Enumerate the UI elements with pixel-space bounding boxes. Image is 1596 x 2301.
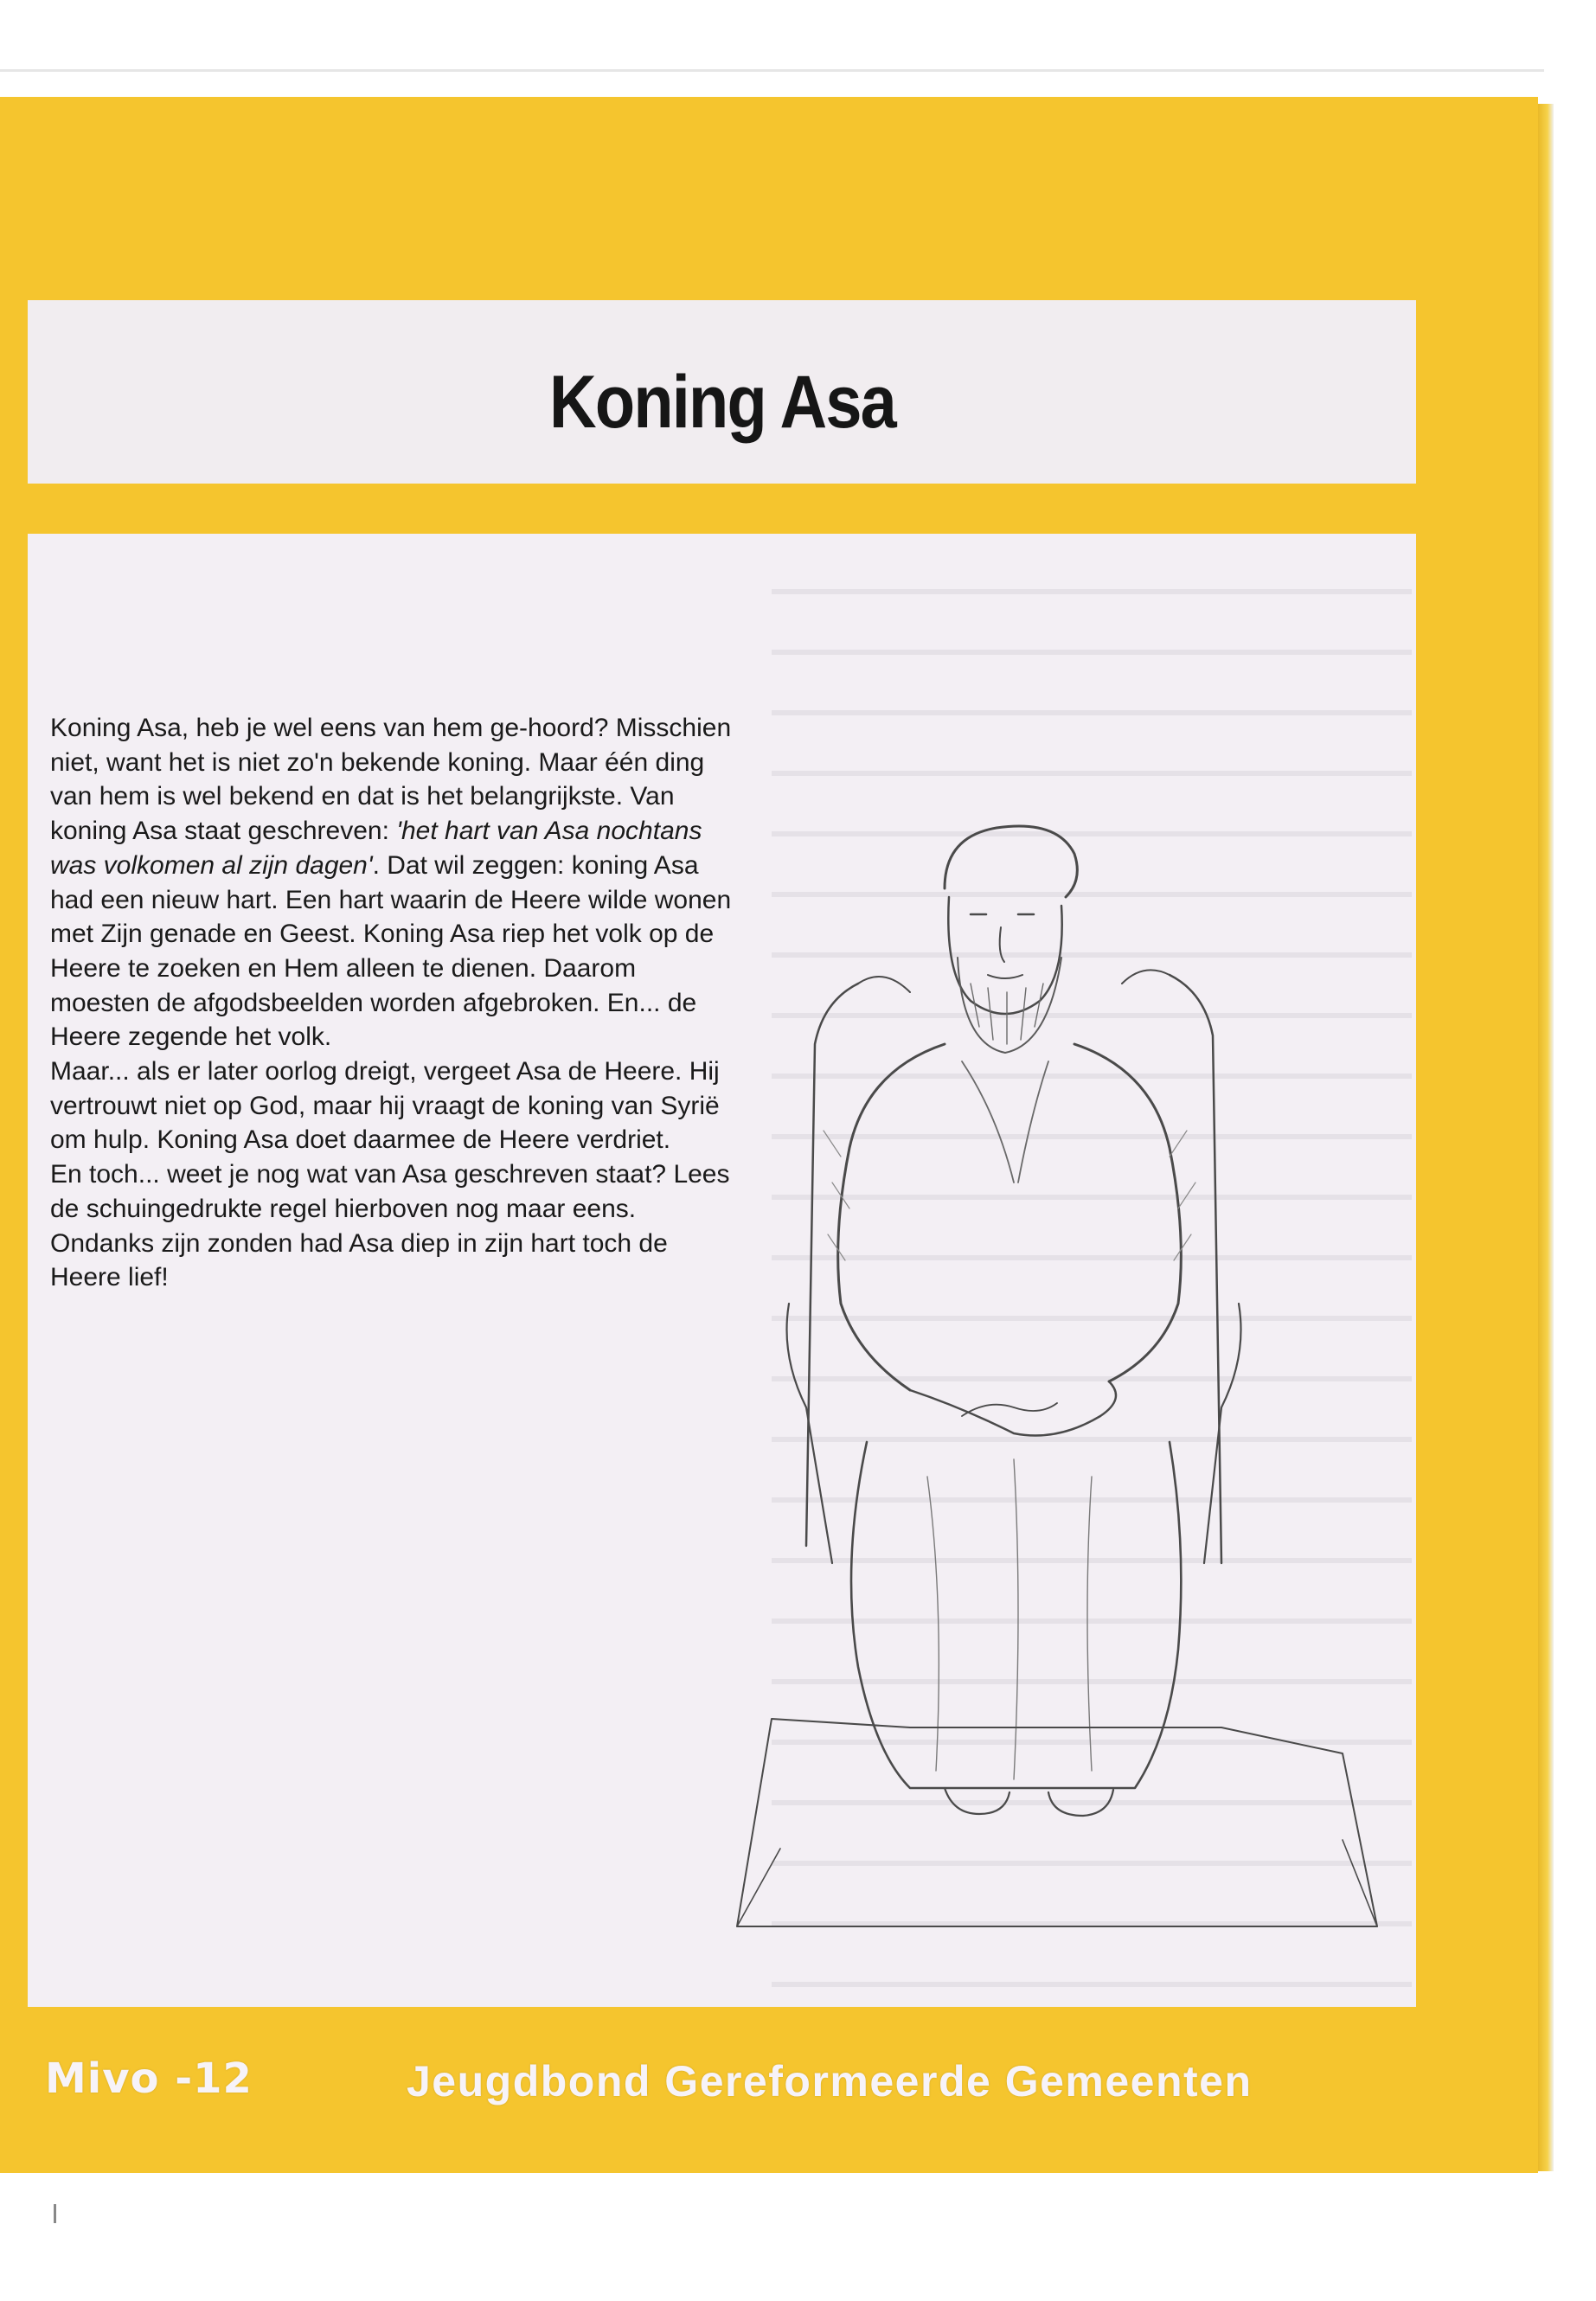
paragraph-1-text: Koning Asa, heb je wel eens van hem ge-hoord? Misschien niet, want het is niet zo'n bekende koning. Maar één ding van hem is wel bekend en dat is het belangrijkste. Van koning Asa staat geschreven: — [50, 714, 732, 846]
scan-edge-line — [0, 69, 1544, 72]
paragraph-1-continued: . Dat wil zeggen: koning Asa had een nieuw hart. Een hart waarin de Heere wilde wonen met Zijn genade en Geest. Koning Asa riep het volk op de Heere te zoeken en Hem alleen te dienen. Daarom moesten de afgodsbeelden worden afgebroken. En... de Heere zegende het volk. — [50, 850, 732, 1052]
quote-italic: 'het hart van Asa nochtans was volkomen al zijn dagen' — [50, 817, 702, 880]
series-label: Mivo -12 — [45, 2054, 253, 2103]
paragraph-2-text: Maar... als er later oorlog dreigt, vergeet Asa de Heere. Hij vertrouwt niet op God, maar hij vraagt de koning van Syrië om hulp. Koning Asa doet daarmee de Heere verdriet. — [50, 1057, 720, 1155]
story-panel — [28, 534, 1416, 2007]
scan-speck — [54, 2204, 56, 2223]
paragraph-3-text: En toch... weet je nog wat van Asa geschreven staat? Lees de schuingedrukte regel hierboven nog maar eens. Ondanks zijn zonden had Asa diep in zijn hart toch de Heere lief! — [50, 1160, 730, 1292]
story-text — [50, 711, 734, 1295]
page-title: Koning Asa — [548, 361, 896, 444]
publisher-label: Jeugdbond Gereformeerde Gemeenten — [407, 2057, 1253, 2106]
cover-right-edge — [1538, 104, 1554, 2171]
king-sketch-illustration — [685, 698, 1429, 1996]
